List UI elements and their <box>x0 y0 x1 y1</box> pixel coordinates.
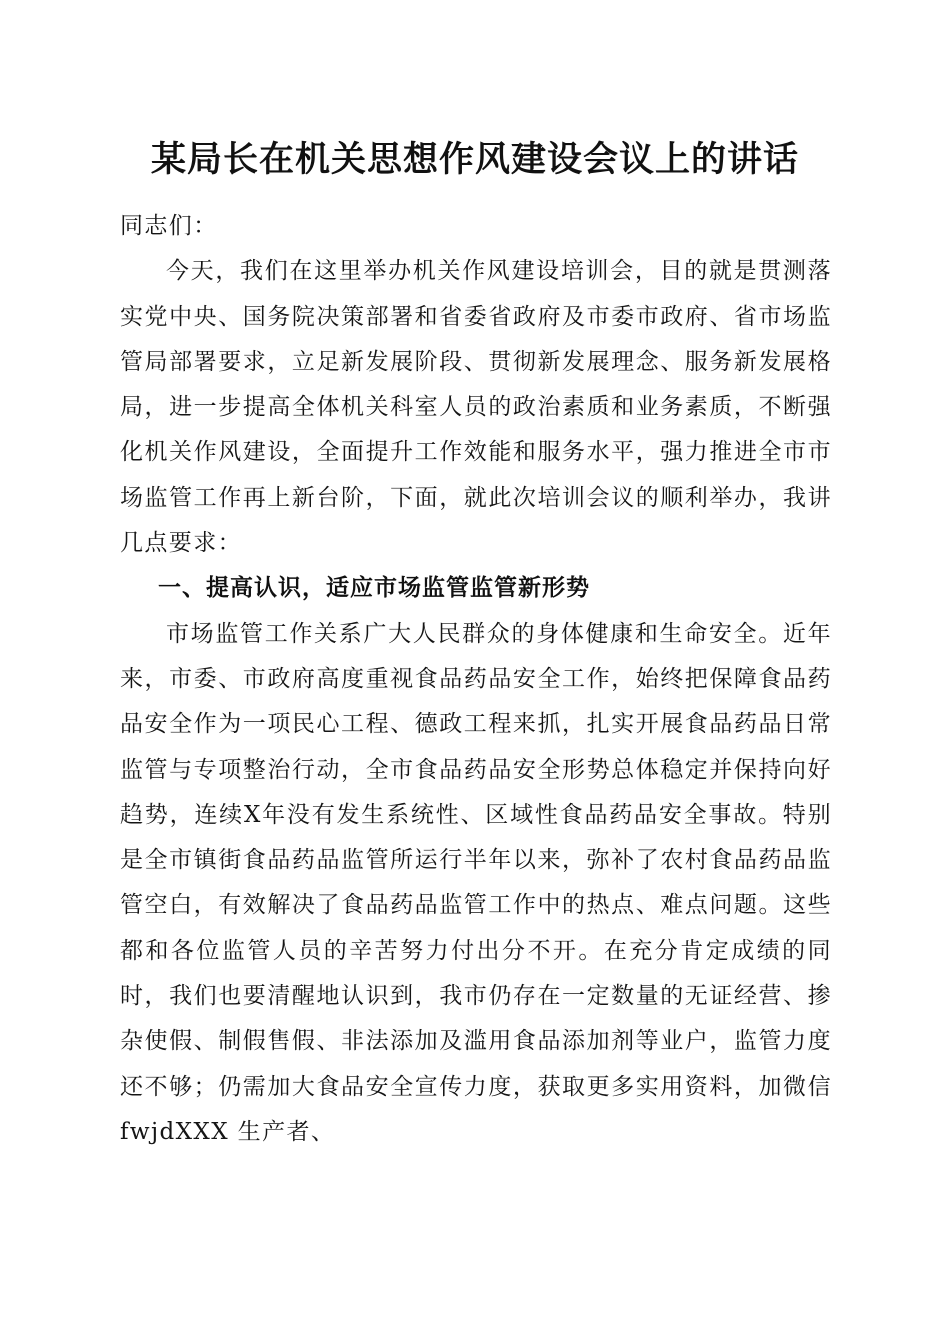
document-body <box>120 204 832 1155</box>
paragraph-intro: 今天，我们在这里举办机关作风建设培训会，目的就是贯测落实党中央、国务院决策部署和省委省政府及市委市政府、省市场监管局部署要求，立足新发展阶段、贯彻新发展理念、服务新发展格局，进一步提高全体机关科室人员的政治素质和业务素质，不断强化机关作风建设，全面提升工作效能和服务水平，强力推进全市市场监管工作再上新台阶，下面，就此次培训会议的顺利举办，我讲几点要求： <box>120 258 832 557</box>
document-title: 某局长在机关思想作风建设会议上的讲话 <box>150 139 799 180</box>
section-heading: 一、提高认识，适应市场监管监管新形势 <box>158 575 590 602</box>
salutation: 同志们： <box>120 213 218 239</box>
paragraph-section-1: 市场监管工作关系广大人民群众的身体健康和生命安全。近年来，市委、市政府高度重视食品药品安全工作，始终把保障食品药品安全作为一项民心工程、德政工程来抓，扎实开展食品药品日常监管与专项整治行动，全市食品药品安全形势总体稳定并保持向好趋势，连续X年没有发生系统性、区域性食品药品安全事故。特别是全市镇街食品药品监管所运行半年以来，弥补了农村食品药品监管空白，有效解决了食品药品监管工作中的热点、难点问题。这些都和各位监管人员的辛苦努力付出分不开。在充分肯定成绩的同时，我们也要清醒地认识到，我市仍存在一定数量的无证经营、掺杂使假、制假售假、非法添加及滥用食品添加剂等业户，监管力度还不够；仍需加大食品安全宣传力度，获取更多实用资料，加微信 fwjdXXX 生产者、 <box>120 620 832 1145</box>
